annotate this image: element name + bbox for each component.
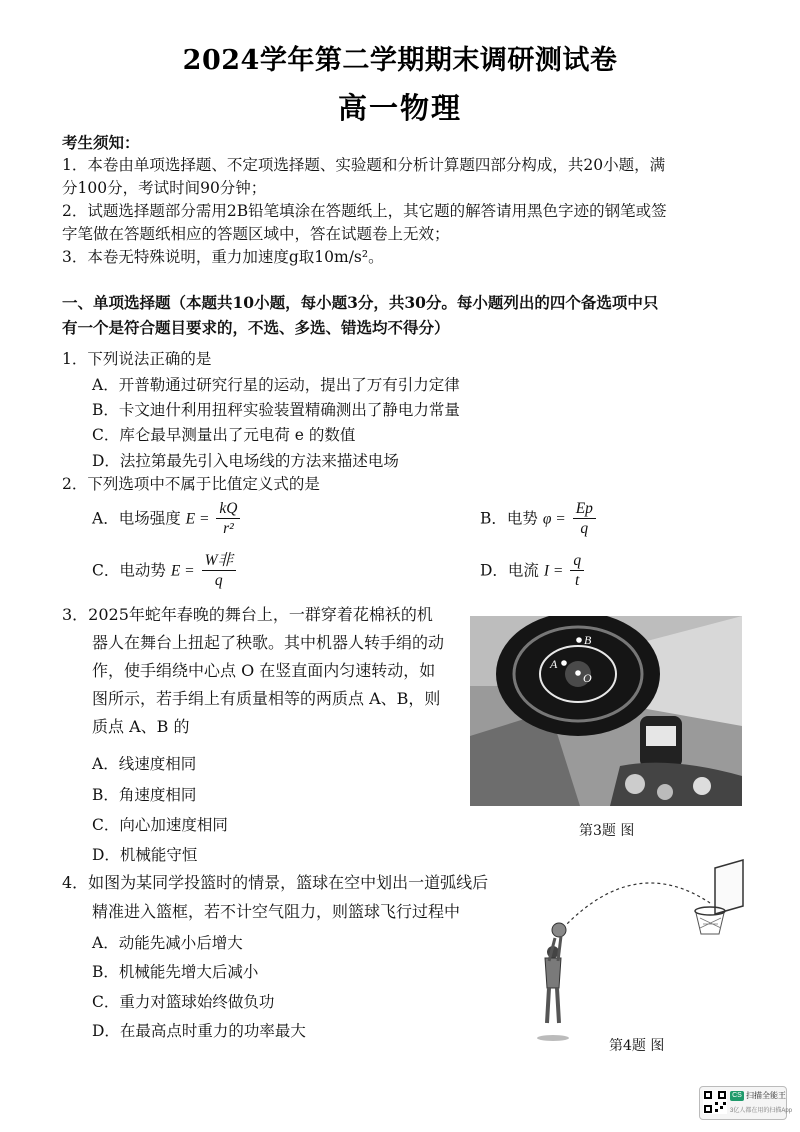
question-text: 3．2025年蛇年春晚的舞台上，一群穿着花棉袄的机 <box>62 605 433 624</box>
fraction: $\frac{\text{W非}}{q}$ <box>202 552 236 591</box>
scanner-slogan: 3亿人都在用的扫描App <box>730 1108 793 1114</box>
basketball-figure <box>525 858 750 1048</box>
point-b-label: B <box>584 633 592 647</box>
question-text: 精准进入篮框，若不计空气阻力，则篮球飞行过程中 <box>92 902 461 921</box>
notice-line: 2．试题选择题部分需用2B铅笔填涂在答题纸上，其它题的解答请用黑色字迹的钢笔或签 <box>62 202 667 220</box>
question-text: 器人在舞台上扭起了秧歌。其中机器人转手绢的动 <box>92 633 445 652</box>
exam-title: 2024学年第二学期期末调研测试卷 <box>182 45 618 76</box>
answer-option: C．向心加速度相同 <box>92 816 228 834</box>
section-heading: 一、单项选择题（本题共10小题，每小题3分，共30分。每小题列出的四个备选项中只 <box>62 293 659 312</box>
qr-code-icon <box>703 1090 727 1114</box>
answer-option: B．卡文迪什利用扭秤实验装置精确测出了静电力常量 <box>92 401 460 419</box>
question-text: 图所示，若手绢上有质量相等的两质点 A、B，则 <box>92 689 441 708</box>
notice-line: 1．本卷由单项选择题、不定项选择题、实验题和分析计算题四部分构成，共20小题，满 <box>62 156 666 174</box>
question-stem: 2．下列选项中不属于比值定义式的是 <box>62 475 320 493</box>
exam-subject: 高一物理 <box>337 91 462 125</box>
section-heading: 有一个是符合题目要求的，不选、多选、错选均不得分） <box>62 318 450 337</box>
handkerchief-figure <box>470 616 742 806</box>
formula-lhs: φ = <box>542 510 566 528</box>
notice-line: 分100分，考试时间90分钟； <box>62 179 267 197</box>
fraction: $\frac{q}{t}$ <box>570 552 584 591</box>
formula-option-d: D．电流 I = $\frac{q}{t}$ <box>480 552 586 591</box>
fraction: $\frac{Ep}{q}$ <box>573 500 596 539</box>
answer-option: B．机械能先增大后减小 <box>92 963 259 981</box>
notice-line: 字笔做在答题纸相应的答题区域中，答在试题卷上无效； <box>62 225 450 243</box>
formula-option-c: C．电动势 E = $\frac{\text{W非}}{q}$ <box>92 552 238 591</box>
answer-option: A．动能先减小后增大 <box>92 934 243 952</box>
point-a-dot <box>561 660 567 666</box>
formula-lhs: E = <box>170 562 195 580</box>
question-text: 4．如图为某同学投篮时的情景，篮球在空中划出一道弧线后 <box>62 873 489 892</box>
point-b-dot <box>576 637 582 643</box>
answer-option: B．角速度相同 <box>92 786 197 804</box>
answer-option: C．库仑最早测量出了元电荷 e 的数值 <box>92 426 356 444</box>
scanner-badge: CS <box>730 1091 744 1101</box>
answer-option: D．机械能守恒 <box>92 846 198 864</box>
answer-option: D．在最高点时重力的功率最大 <box>92 1022 306 1040</box>
figure-caption: 第3题 图 <box>579 823 635 839</box>
scanner-watermark <box>699 1086 793 1120</box>
question-text: 作，使手绢绕中心点 O 在竖直面内匀速转动，如 <box>92 661 436 680</box>
formula-lhs: E = <box>185 510 210 528</box>
scanner-app-name: 扫描全能王 <box>746 1091 786 1100</box>
fraction: $\frac{kQ}{\text{r²}}$ <box>216 500 240 539</box>
answer-option: A．开普勒通过研究行星的运动，提出了万有引力定律 <box>92 376 460 394</box>
answer-option: C．重力对篮球始终做负功 <box>92 993 275 1011</box>
notice-heading: 考生须知： <box>62 133 140 152</box>
answer-option: D．法拉第最先引入电场线的方法来描述电场 <box>92 452 399 470</box>
formula-option-b: B．电势 φ = $\frac{Ep}{q}$ <box>480 500 598 539</box>
point-o-label: O <box>583 671 592 685</box>
figure-caption: 第4题 图 <box>609 1038 665 1054</box>
formula-lhs: I = <box>543 562 564 580</box>
question-text: 质点 A、B 的 <box>92 717 190 736</box>
answer-option: A．线速度相同 <box>92 755 197 773</box>
notice-line: 3．本卷无特殊说明，重力加速度g取10m/s²。 <box>62 248 384 266</box>
question-stem: 1．下列说法正确的是 <box>62 350 212 368</box>
formula-option-a: A．电场强度 E = $\frac{kQ}{\text{r²}}$ <box>92 500 242 539</box>
point-a-label: A <box>550 657 558 671</box>
point-o-dot <box>575 670 581 676</box>
